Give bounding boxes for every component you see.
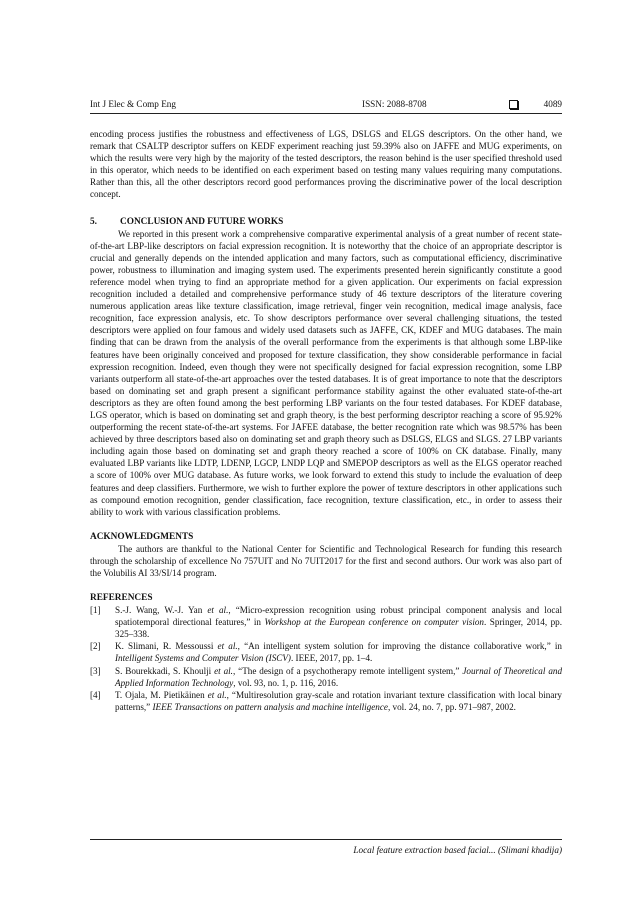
reference-item [90, 689, 562, 713]
reference-label: [3] [90, 665, 101, 676]
issn-label: ISSN: 2088-8708 [362, 99, 427, 109]
reference-item [90, 604, 562, 640]
acknowledgments-heading: ACKNOWLEDGMENTS [90, 531, 194, 542]
footer-rule [90, 839, 562, 840]
section-number: 5. [90, 216, 97, 227]
section-title: CONCLUSION AND FUTURE WORKS [120, 216, 284, 227]
running-header [90, 98, 562, 110]
reference-label: [2] [90, 641, 101, 652]
reference-item [90, 640, 562, 664]
box-icon [509, 100, 518, 109]
reference-text: S. Bourekkadi, S. Khoulji et al., “The design of a psychotherapy remote intelligent system,” Journal of Theoretical and Applied Information Technology, vol. 93, no. 1, p. 116, 2016. [115, 665, 563, 688]
page-content [90, 98, 562, 713]
reference-item [90, 665, 562, 689]
reference-text: T. Ojala, M. Pietikäinen et al., “Multiresolution gray-scale and rotation invariant texture classification with local binary patterns,” IEEE Transactions on pattern analysis and machine intelligence, vol. 24, no. 7, pp. 971–987, 2002. [115, 689, 562, 712]
reference-label: [1] [90, 605, 101, 616]
header-rule [90, 113, 562, 114]
footer-text: Local feature extraction based facial... (Slimani khadija) [353, 845, 562, 855]
section-heading-conclusion [90, 217, 562, 227]
reference-list [90, 604, 562, 713]
running-footer [90, 839, 562, 855]
intro-paragraph: encoding process justifies the robustness and effectiveness of LGS, DSLGS and ELGS descriptors. On the other hand, we remark that CSALTP descriptor suffers on KEDF experiment reaching just 59.39% also on JAFFE and MUG experiments, on which the results were very high by the majority of the tested descriptors, the reason behind is the user specified threshold used in this operator, which needs to be identified on each experiment based on testing many values requiring many computations. Rather than this, all the other descriptors record good performances proving the discriminative power of the local description concept. [90, 129, 562, 200]
conclusion-paragraph: We reported in this present work a comprehensive comparative experimental analysis of a great number of recent state-of-the-art LBP-like descriptors on facial expression recognition. It is noteworthy that the choice of an appropriate descriptor is crucial and generally depends on the intended application and many factors, such as computational efficiency, discriminative power, robustness to illumination and imaging system used. The experiments presented herein significantly constitute a good reference model when trying to find an appropriate method for a given application. Our experiments on facial expression recognition included a detailed and comprehensive performance study of 46 texture descriptors of the literature covering numerous application areas like texture classification, image retrieval, finger vein recognition, medical image analysis, face recognition, face expression analysis, etc. To show descriptors performance over several challenging situations, the tested descriptors were applied on four famous and widely used datasets such as JAFFE, CK, KDEF and MUG databases. The main finding that can be drawn from the analysis of the overall performance from the experiments is that although some LBP-like features have been originally conceived and proposed for texture classification, they show considerable performance in facial expression recognition. Indeed, even though they were not specifically designed for facial expression recognition, some LBP variants outperform all state-of-the-art approaches over the tested databases. It is of great importance to note that the descriptors based on dominating set and graph present a significant performance stability against the other evaluated state-of-the-art descriptors as they are often found among the best performing LBP variants on the four tested databases. For KDEF database, LGS operator, which is based on dominating set and graph theory, is the best performing descriptor reaching a score of 95.92% outperforming the recent state-of-the-art systems. For JAFEE database, the better recognition rate which was 98.57% has been achieved by three descriptors based also on dominating set and graph theory such as DSLGS, ELGS and SLGS. 27 LBP variants including again those based on dominating set and graph theory reached a score of 100% on CK database. Finally, many evaluated LBP variants like LDTP, LDENP, LGCP, LNDP LQP and SMEPOP descriptors as well as the ELGS operator reached a score of 100% over MUG database. As future works, we look forward to extend this study to include the evaluation of deep features and deep classifiers. Furthermore, we wish to further explore the power of texture descriptors in other applications such as compound emotion recognition, gender classification, face recognition, texture classification, etc., in order to assess their ability to work with various classification problems. [90, 228, 562, 517]
references-heading: REFERENCES [90, 593, 153, 604]
reference-text: S.-J. Wang, W.-J. Yan et al., “Micro-expression recognition using robust principal component analysis and local spatiotemporal directional features,” in Workshop at the European conference on computer vision. Springer, 2014, pp. 325–338. [115, 605, 563, 640]
reference-text: K. Slimani, R. Messoussi et al., “An intelligent system solution for improving the distance collaborative work,” in Intelligent Systems and Computer Vision (ISCV). IEEE, 2017, pp. 1–4. [115, 641, 562, 664]
journal-name: Int J Elec & Comp Eng [90, 99, 176, 109]
reference-label: [4] [90, 689, 101, 700]
page-number: 4089 [543, 99, 562, 109]
acknowledgments-paragraph: The authors are thankful to the National Center for Scientific and Technological Research for funding this research through the scholarship of excellence No 757UIT and No 7UIT2017 for the first and second authors. Our work was also part of the Volubilis AI 33/SI/14 program. [90, 543, 562, 578]
